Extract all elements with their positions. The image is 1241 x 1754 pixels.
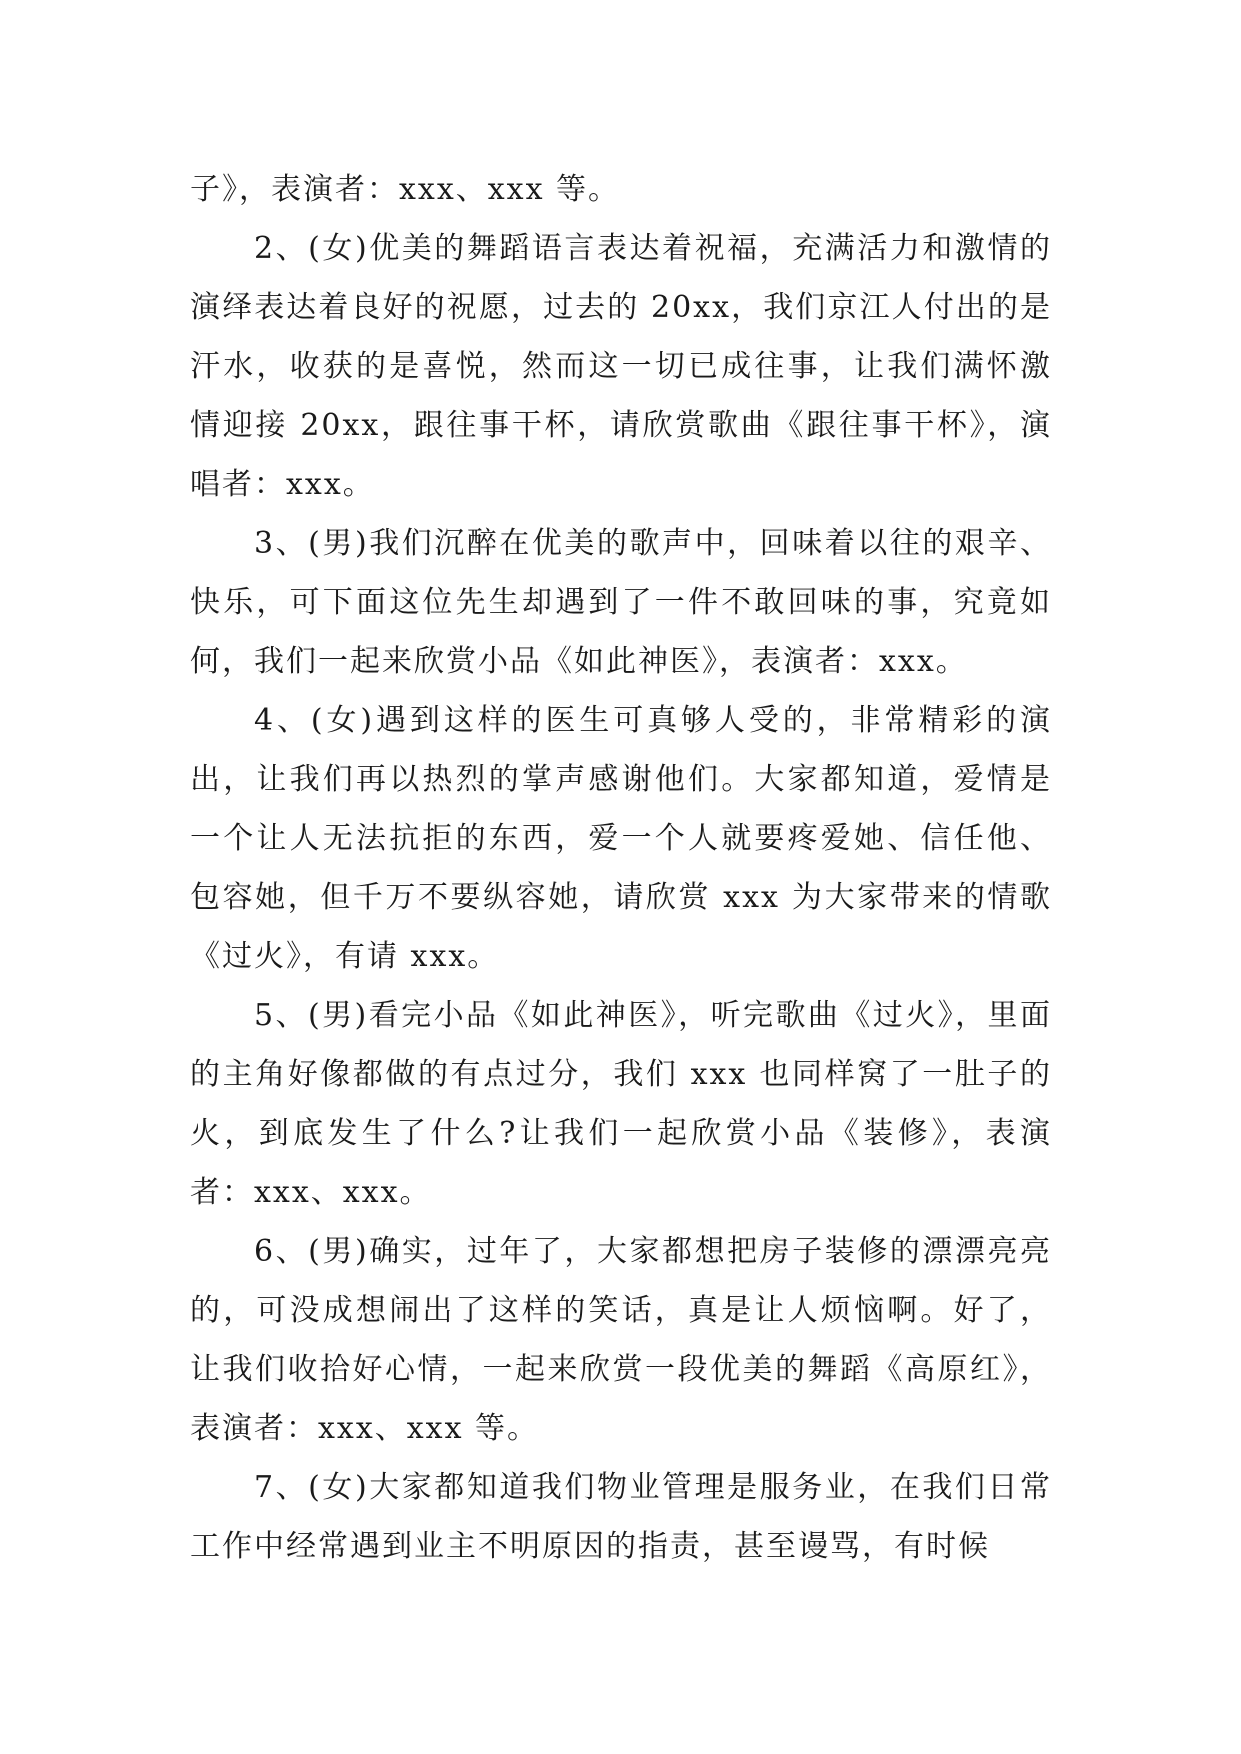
paragraph-item-6: 6、(男)确实，过年了，大家都想把房子装修的漂漂亮亮的，可没成想闹出了这样的笑话，真是让人烦恼啊。好了，让我们收拾好心情，一起来欣赏一段优美的舞蹈《高原红》，表演者：xxx、xxx 等。 [190,1234,1052,1446]
document-body [190,160,1052,1576]
paragraph-item-3: 3、(男)我们沉醉在优美的歌声中，回味着以往的艰辛、快乐，可下面这位先生却遇到了一件不敢回味的事，究竟如何，我们一起来欣赏小品《如此神医》，表演者：xxx。 [190,526,1052,679]
paragraph-item-2: 2、(女)优美的舞蹈语言表达着祝福，充满活力和激情的演绎表达着良好的祝愿，过去的 20xx，我们京江人付出的是汗水，收获的是喜悦，然而这一切已成往事，让我们满怀激情迎接 20xx，跟往事干杯，请欣赏歌曲《跟往事干杯》，演唱者：xxx。 [190,231,1052,502]
paragraph-item-7: 7、(女)大家都知道我们物业管理是服务业，在我们日常工作中经常遇到业主不明原因的指责，甚至谩骂，有时候 [190,1470,1052,1564]
paragraph-item-5: 5、(男)看完小品《如此神医》，听完歌曲《过火》，里面的主角好像都做的有点过分，我们 xxx 也同样窝了一肚子的火，到底发生了什么?让我们一起欣赏小品《装修》，表演者：xxx、xxx。 [190,998,1052,1210]
paragraph-item-4: 4、(女)遇到这样的医生可真够人受的，非常精彩的演出，让我们再以热烈的掌声感谢他们。大家都知道，爱情是一个让人无法抗拒的东西，爱一个人就要疼爱她、信任他、包容她，但千万不要纵容她，请欣赏 xxx 为大家带来的情歌《过火》，有请 xxx。 [190,703,1052,974]
paragraph-continuation: 子》，表演者：xxx、xxx 等。 [190,172,621,207]
